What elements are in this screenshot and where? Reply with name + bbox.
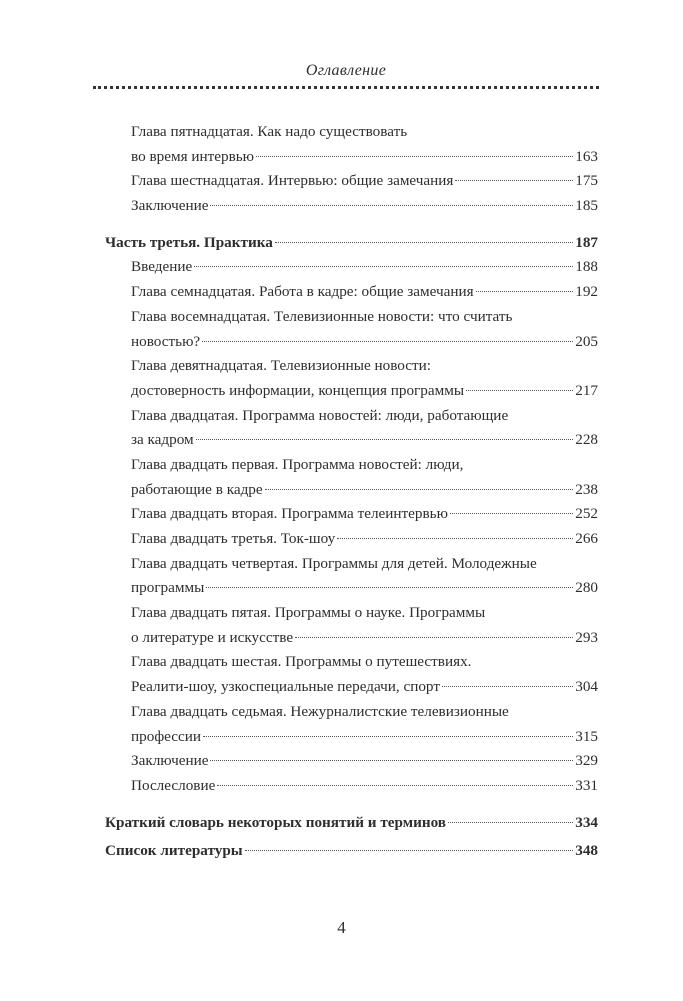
toc-entry-title: Глава двадцать шестая. Программы о путешествиях. [131,653,472,671]
header-dotted-rule [93,86,599,89]
toc-chapter-entry [105,749,598,774]
toc-entry-title: Глава пятнадцатая. Как надо существовать [131,123,408,140]
dot-leader [210,205,573,206]
toc-page-number: 238 [575,480,598,498]
toc-entry-title: новостью? [131,332,201,350]
toc-entry-title: Список литературы [105,842,243,860]
toc-entry-title: о литературе и искусстве [131,628,294,646]
dot-leader [203,736,573,737]
dot-leader [256,156,573,157]
toc-page-number: 304 [575,678,598,696]
toc-page-number: 329 [575,752,598,770]
toc-page-number: 252 [575,505,598,523]
dot-leader [265,489,574,490]
toc-entry-title: достоверность информации, концепция программы [131,381,465,399]
toc-entry-line [131,379,598,404]
toc-entry-line [105,231,598,256]
toc-entry-title: Глава двадцать седьмая. Нежурналистские телевизионные [131,702,509,720]
toc-chapter-entry [105,404,598,453]
toc-part-entry [105,811,598,836]
toc-entry-line [131,478,598,503]
toc-chapter-entry [105,194,598,219]
toc-entry-line [131,601,598,626]
toc-part-entry [105,839,598,864]
toc-chapter-entry [105,354,598,403]
toc-entry-line [131,145,598,170]
toc-page-number: 175 [575,172,598,190]
dot-leader [337,538,573,539]
toc-page-number: 188 [575,258,598,276]
toc-entry-line [131,404,598,429]
toc-part-entry [105,231,598,256]
toc-entry-title: работающие в кадре [131,480,263,498]
toc-entry-line [131,120,598,145]
toc-page-number: 192 [575,283,598,301]
dot-leader [448,822,573,823]
dot-leader [196,439,574,440]
dot-leader [206,587,573,588]
toc-entry-title: Глава семнадцатая. Работа в кадре: общие замечания [131,283,474,301]
toc-page-number: 228 [575,431,598,449]
toc-page-number: 280 [575,579,598,597]
toc-entry-line [131,700,598,725]
toc-entry-line [131,330,598,355]
toc-page-number: 187 [575,233,598,251]
toc-entry-line [131,280,598,305]
dot-leader [295,637,573,638]
toc-chapter-entry [105,169,598,194]
dot-leader [217,785,573,786]
dot-leader [466,390,573,391]
dot-leader [455,180,573,181]
toc-entry-title: во время интервью [131,147,255,165]
toc-entry-title: Послесловие [131,776,216,794]
toc-entry-line [131,774,598,799]
toc-page-number: 293 [575,628,598,646]
toc-entry-line [131,749,598,774]
toc-chapter-entry [105,255,598,280]
toc-entry-line [131,428,598,453]
toc-entry-title: Глава двадцать вторая. Программа телеинтервью [131,505,448,523]
toc-page-number: 331 [575,776,598,794]
toc-entry-line [131,169,598,194]
table-of-contents [105,120,598,864]
toc-entry-line [131,650,598,675]
toc-entry-title: Глава двадцатая. Программа новостей: люди, работающие [131,406,509,424]
toc-chapter-entry [105,527,598,552]
toc-entry-title: Глава двадцать третья. Ток-шоу [131,530,336,547]
toc-entry-line [131,725,598,750]
toc-entry-title: Глава двадцать четвертая. Программы для детей. Молодежные [131,554,537,572]
toc-chapter-entry [105,120,598,169]
toc-chapter-entry [105,502,598,527]
toc-entry-line [131,576,598,601]
dot-leader [245,850,574,851]
toc-chapter-entry [105,305,598,354]
toc-page-number: 315 [575,727,598,745]
toc-page-number: 266 [575,530,598,547]
toc-entry-line [131,675,598,700]
running-head-title: Оглавление [305,62,387,79]
dot-leader [275,242,573,243]
toc-chapter-entry [105,552,598,601]
toc-entry-title: Часть третья. Практика [105,233,273,251]
toc-page-number: 185 [575,197,598,215]
toc-entry-line [131,194,598,219]
toc-entry-title: Глава восемнадцатая. Телевизионные новости: что считать [131,307,513,325]
toc-entry-line [131,527,598,552]
dot-leader [202,341,573,342]
toc-entry-title: программы [131,579,205,597]
toc-chapter-entry [105,601,598,650]
toc-page-number: 334 [575,813,598,831]
toc-entry-title: Введение [131,258,193,276]
toc-entry-title: за кадром [131,431,194,449]
toc-entry-line [105,839,598,864]
toc-entry-title: Заключение [131,752,209,770]
toc-entry-title: Краткий словарь некоторых понятий и терминов [105,813,446,831]
toc-entry-title: Глава двадцать пятая. Программы о науке. Программы [131,604,486,622]
toc-entry-line [131,552,598,577]
toc-entry-title: Глава двадцать первая. Программа новостей: люди, [131,455,464,473]
toc-chapter-entry [105,774,598,799]
toc-entry-line [131,626,598,651]
toc-entry-line [105,811,598,836]
page-number: 4 [337,918,346,937]
toc-entry-title: Глава девятнадцатая. Телевизионные новости: [131,357,432,375]
toc-chapter-entry [105,453,598,502]
toc-page-number: 217 [575,381,598,399]
toc-entry-line [131,453,598,478]
toc-entry-title: Реалити-шоу, узкоспециальные передачи, спорт [131,678,440,696]
toc-chapter-entry [105,700,598,749]
toc-page-number: 205 [575,332,598,350]
dot-leader [442,686,573,687]
toc-entry-title: Глава шестнадцатая. Интервью: общие замечания [131,172,454,190]
toc-chapter-entry [105,650,598,699]
toc-entry-line [131,255,598,280]
toc-entry-line [131,305,598,330]
dot-leader [450,513,573,514]
toc-entry-line [131,502,598,527]
toc-entry-title: Заключение [131,197,209,215]
toc-entry-line [131,354,598,379]
dot-leader [476,291,574,292]
toc-chapter-entry [105,280,598,305]
toc-entry-title: профессии [131,727,202,745]
toc-page-number: 348 [575,842,598,860]
toc-page-number: 163 [575,147,598,165]
dot-leader [194,266,573,267]
dot-leader [210,760,573,761]
